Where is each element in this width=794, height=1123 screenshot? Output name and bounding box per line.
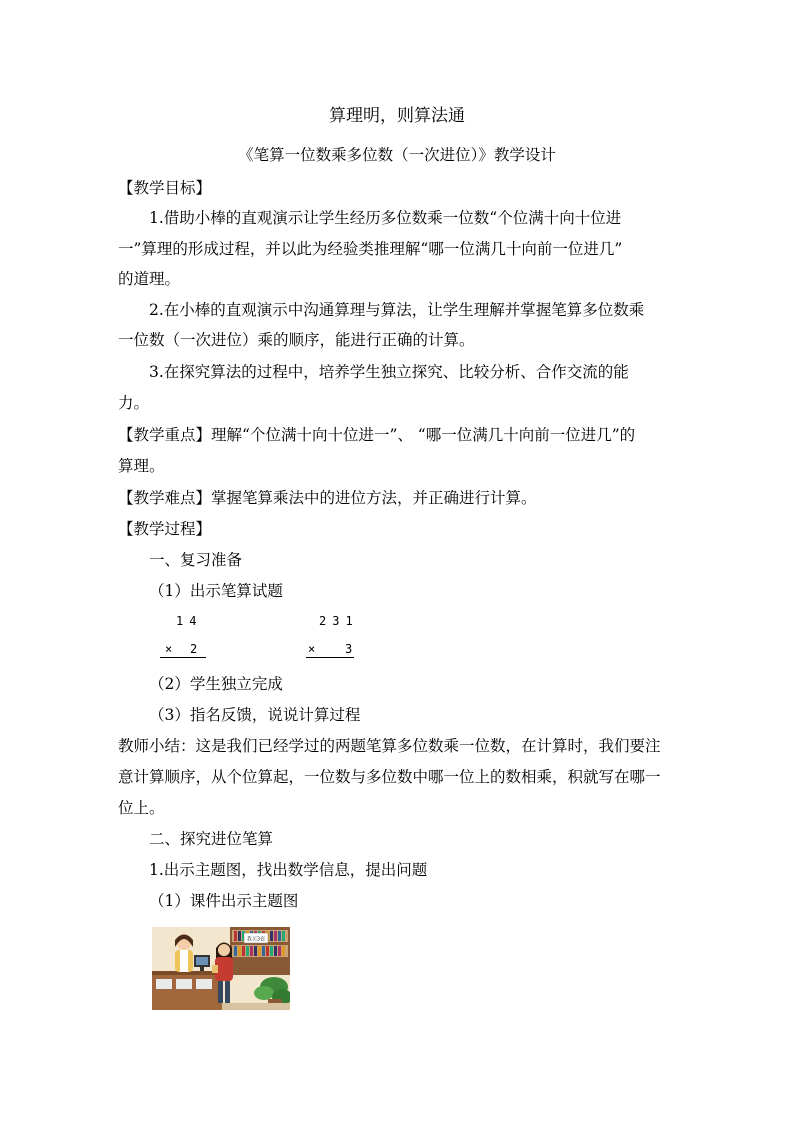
step-1-3: （3）指名反馈，说说计算过程 xyxy=(149,706,361,724)
key-label: 【教学重点】 xyxy=(118,426,212,444)
scene-sign-text: 我买3套 xyxy=(246,936,266,943)
step-1-1: （1）出示笔算试题 xyxy=(149,582,283,600)
key-text: 理解“个位满十向十位进一”、 “哪一位满几十向前一位进几”的 xyxy=(211,426,636,444)
goal-3-line-2: 力。 xyxy=(118,394,150,412)
summary-line-1: 教师小结：这是我们已经学过的两题笔算多位数乘一位数，在计算时，我们要注 xyxy=(118,737,661,755)
calc-2-top: 231 xyxy=(319,614,359,628)
calc-2-line xyxy=(306,657,354,658)
goal-1-line-3: 的道理。 xyxy=(118,270,181,288)
section-1-title: 一、复习准备 xyxy=(149,551,243,569)
difficulty-text: 掌握笔算乘法中的进位方法，并正确进行计算。 xyxy=(211,489,537,507)
process-heading: 【教学过程】 xyxy=(118,520,212,538)
bookstore-scene-image xyxy=(152,927,290,1010)
calc-1-line xyxy=(160,657,206,658)
step-1-2: （2）学生独立完成 xyxy=(149,675,283,693)
key-text-line-2: 算理。 xyxy=(118,457,165,475)
goals-heading: 【教学目标】 xyxy=(118,179,212,197)
step-2-1: 1.出示主题图，找出数学信息，提出问题 xyxy=(149,861,428,879)
summary-line-3: 位上。 xyxy=(118,799,165,817)
calc-1-bottom: 2 xyxy=(190,642,204,656)
difficulty-label: 【教学难点】 xyxy=(118,489,212,507)
page-title: 算理明，则算法通 xyxy=(329,106,465,126)
page-subtitle: 《笔算一位数乘多位数（一次进位）》教学设计 xyxy=(238,146,556,164)
goal-2-line-2: 一位数（一次进位）乘的顺序，能进行正确的计算。 xyxy=(118,331,475,349)
key-points xyxy=(118,425,635,445)
summary-line-2: 意计算顺序，从个位算起，一位数与多位数中哪一位上的数相乘，积就写在哪一 xyxy=(118,768,661,786)
section-2-title: 二、探究进位笔算 xyxy=(149,830,274,848)
step-2-1-1: （1）课件出示主题图 xyxy=(149,892,299,910)
theme-illustration xyxy=(152,927,290,1010)
goal-1-line-1: 1.借助小棒的直观演示让学生经历多位数乘一位数“个位满十向十位进 xyxy=(149,209,622,227)
goal-2-line-1: 2.在小棒的直观演示中沟通算理与算法，让学生理解并掌握笔算多位数乘 xyxy=(149,301,645,319)
calc-2-op: × xyxy=(308,642,322,656)
difficulty xyxy=(118,488,537,508)
goal-1-line-2: 一”算理的形成过程，并以此为经验类推理解“哪一位满几十向前一位进几” xyxy=(118,240,623,258)
calc-1-top: 14 xyxy=(176,614,203,628)
goal-3-line-1: 3.在探究算法的过程中，培养学生独立探究、比较分析、合作交流的能 xyxy=(149,363,629,381)
calc-1-op: × xyxy=(165,642,179,656)
calc-2-bottom: 3 xyxy=(345,642,359,656)
